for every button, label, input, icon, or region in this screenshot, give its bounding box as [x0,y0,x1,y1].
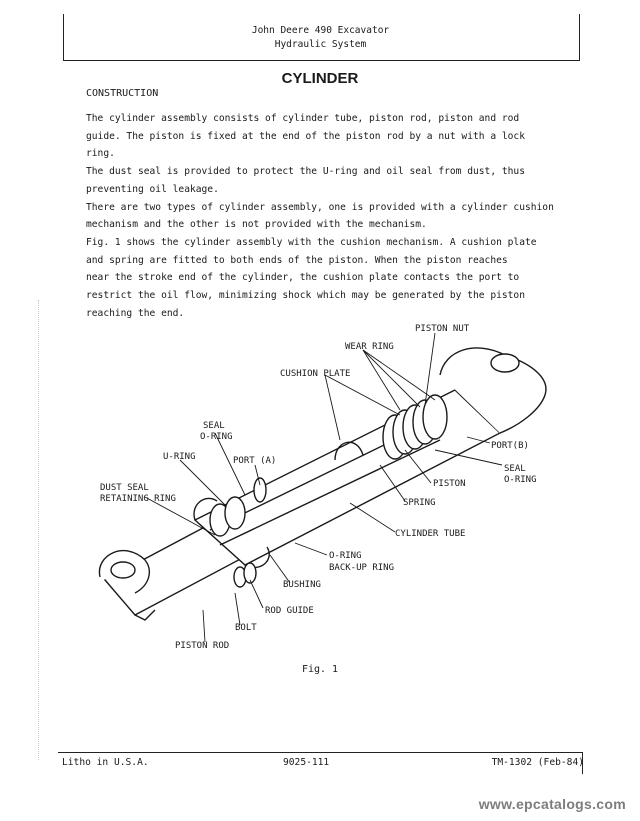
label-o-ring-1: O-RING [200,432,233,442]
label-piston-nut: PISTON NUT [415,324,470,334]
header-line-2: Hydraulic System [274,39,367,50]
label-o-ring-3: O-RING [329,551,362,561]
label-piston-rod: PISTON ROD [175,641,230,651]
label-port-b: PORT(B) [491,441,529,451]
body-text [86,110,566,322]
label-bushing: BUSHING [283,580,321,590]
label-o-ring-2: O-RING [504,475,537,485]
label-dust-seal: DUST SEAL [100,483,149,493]
body-line: The cylinder assembly consists of cylinder tube, piston rod, piston and rod [86,113,520,124]
cylinder-drawing [99,348,546,620]
label-port-a: PORT (A) [233,456,277,466]
label-back-up-ring: BACK-UP RING [329,563,395,573]
body-line: mechanism and the other is not provided with the mechanism. [86,219,427,231]
body-line: The dust seal is provided to protect the U-ring and oil seal from dust, thus [86,166,525,178]
figure-caption: Fig. 1 [301,664,339,675]
label-cushion-plate: CUSHION PLATE [280,369,351,379]
body-line: reaching the end. [86,307,185,319]
cylinder-cutaway-figure [95,315,565,660]
body-line: and spring are fitted to both ends of the piston. When the piston reaches [86,254,508,266]
label-seal-1: SEAL [203,421,225,431]
watermark: www.epcatalogs.com [478,796,626,812]
label-piston: PISTON [433,479,466,489]
body-line: ring. [86,148,115,160]
section-heading: CONSTRUCTION [86,88,159,99]
label-spring: SPRING [403,498,436,508]
page-title: CYLINDER [281,70,359,87]
label-wear-ring: WEAR RING [345,342,394,352]
scan-edge-line [38,300,39,760]
body-line: preventing oil leakage. [86,183,219,195]
header-line-1: John Deere 490 Excavator [251,25,390,36]
footer-page-number: 9025-111 [283,757,330,768]
body-line: near the stroke end of the cylinder, the cushion plate contacts the port to [86,272,520,284]
footer-left: Litho in U.S.A. [62,757,149,768]
label-bolt: BOLT [235,623,257,633]
body-line: guide. The piston is fixed at the end of the piston rod by a nut with a lock [86,130,525,142]
footer-rule [58,752,583,753]
footer-doc-id: TM-1302 (Feb-84) [491,757,584,768]
label-rod-guide: ROD GUIDE [265,606,314,616]
body-line: restrict the oil flow, minimizing shock which may be generated by the piston [86,290,525,302]
page-header [63,24,578,52]
body-line: Fig. 1 shows the cylinder assembly with the cushion mechanism. A cushion plate [86,236,537,248]
body-line: There are two types of cylinder assembly, one is provided with a cylinder cushion [86,201,554,213]
label-cylinder-tube: CYLINDER TUBE [395,529,466,539]
label-u-ring: U-RING [163,452,196,462]
label-seal-2: SEAL [504,464,526,474]
label-retaining-ring: RETAINING RING [100,494,176,504]
